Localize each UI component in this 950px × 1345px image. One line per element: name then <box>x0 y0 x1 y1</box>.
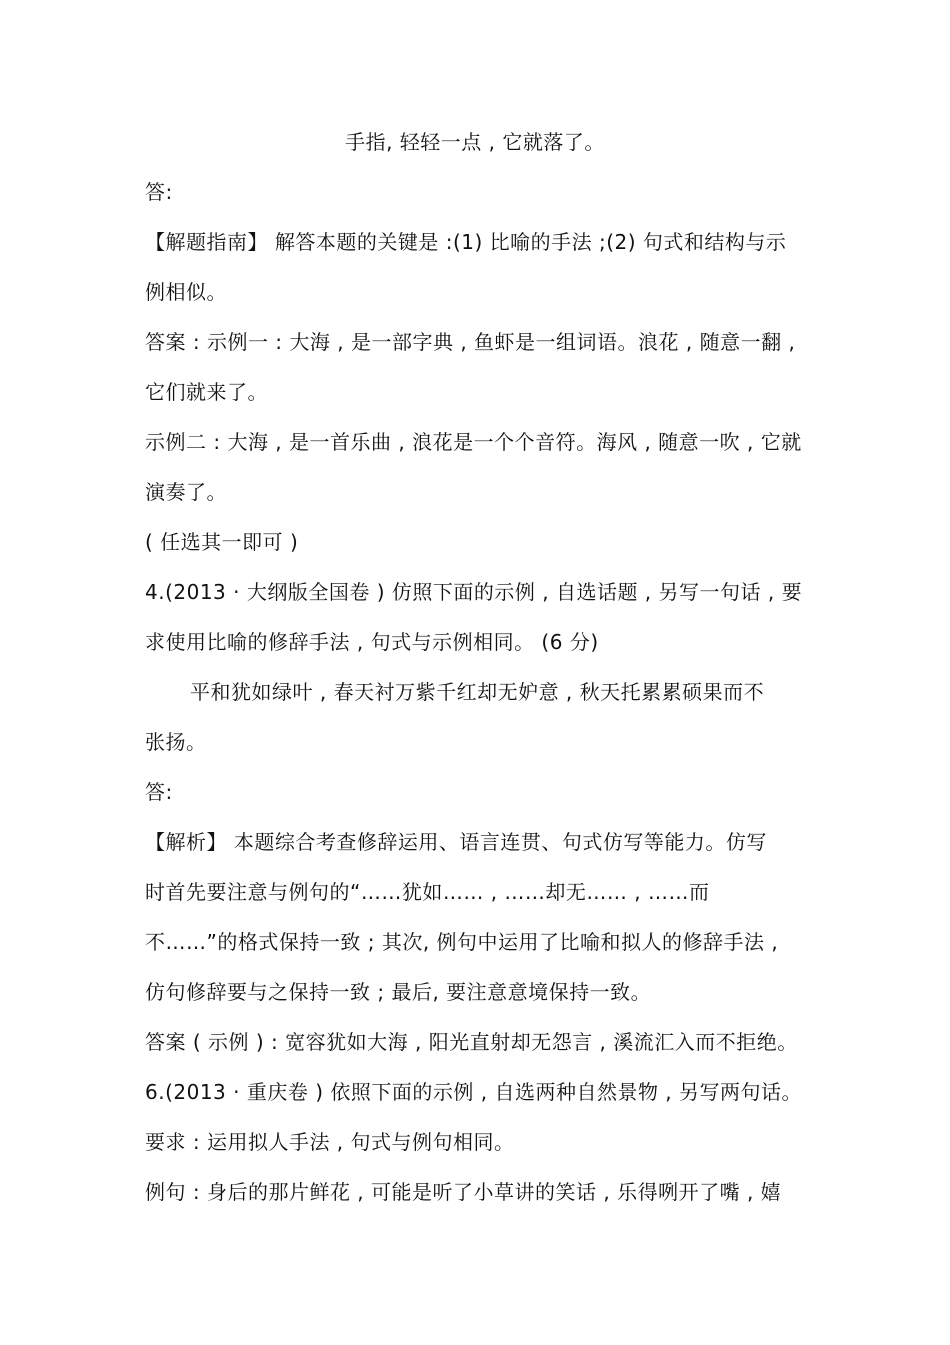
question-4-line-1: 4.(2013 · 大纲版全国卷 ) 仿照下面的示例 , 自选话题 , 另写一句话 , 要 <box>145 580 803 604</box>
answer-example-1-line-1: 答案 : 示例一 : 大海 , 是一部字典 , 鱼虾是一组词语。浪花 , 随意一翻 , <box>145 330 796 354</box>
analysis-line-3: 不……”的格式保持一致 ; 其次, 例句中运用了比喻和拟人的修辞手法 , <box>145 930 779 954</box>
analysis-line-4: 仿句修辞要与之保持一致 ; 最后, 要注意意境保持一致。 <box>145 980 652 1004</box>
answer-label-2: 答: <box>145 780 173 804</box>
question-6-line-1: 6.(2013 · 重庆卷 ) 依照下面的示例 , 自选两种自然景物 , 另写两句话。 <box>145 1080 803 1104</box>
analysis-line-2: 时首先要注意与例句的“……犹如…… , ……却无…… , ……而 <box>145 880 710 904</box>
question-4-example-line-2: 张扬。 <box>145 730 207 754</box>
answer-example-2-line-2: 演奏了。 <box>145 480 227 504</box>
guide-line-1: 【解题指南】 解答本题的关键是 :(1) 比喻的手法 ;(2) 句式和结构与示 <box>145 230 787 254</box>
question-6-requirement: 要求 : 运用拟人手法 , 句式与例句相同。 <box>145 1130 515 1154</box>
example-sentence-line: 手指, 轻轻一点 , 它就落了。 <box>345 130 605 154</box>
question-4-example-line-1: 平和犹如绿叶 , 春天衬万紫千红却无妒意 , 秋天托累累硕果而不 <box>190 680 765 704</box>
question-4-line-2: 求使用比喻的修辞手法 , 句式与示例相同。 (6 分) <box>145 630 599 654</box>
choose-one-note: ( 任选其一即可 ) <box>145 530 299 554</box>
analysis-line-1: 【解析】 本题综合考查修辞运用、语言连贯、句式仿写等能力。仿写 <box>145 830 767 854</box>
question-6-example-line: 例句 : 身后的那片鲜花 , 可能是听了小草讲的笑话 , 乐得咧开了嘴 , 嬉 <box>145 1180 782 1204</box>
answer-example-1-line-2: 它们就来了。 <box>145 380 268 404</box>
answer-sample-line: 答案 ( 示例 ) : 宽容犹如大海 , 阳光直射却无怨言 , 溪流汇入而不拒绝。 <box>145 1030 798 1054</box>
guide-line-2: 例相似。 <box>145 280 227 304</box>
answer-label: 答: <box>145 180 173 204</box>
answer-example-2-line-1: 示例二 : 大海 , 是一首乐曲 , 浪花是一个个音符。海风 , 随意一吹 , 它就 <box>145 430 802 454</box>
